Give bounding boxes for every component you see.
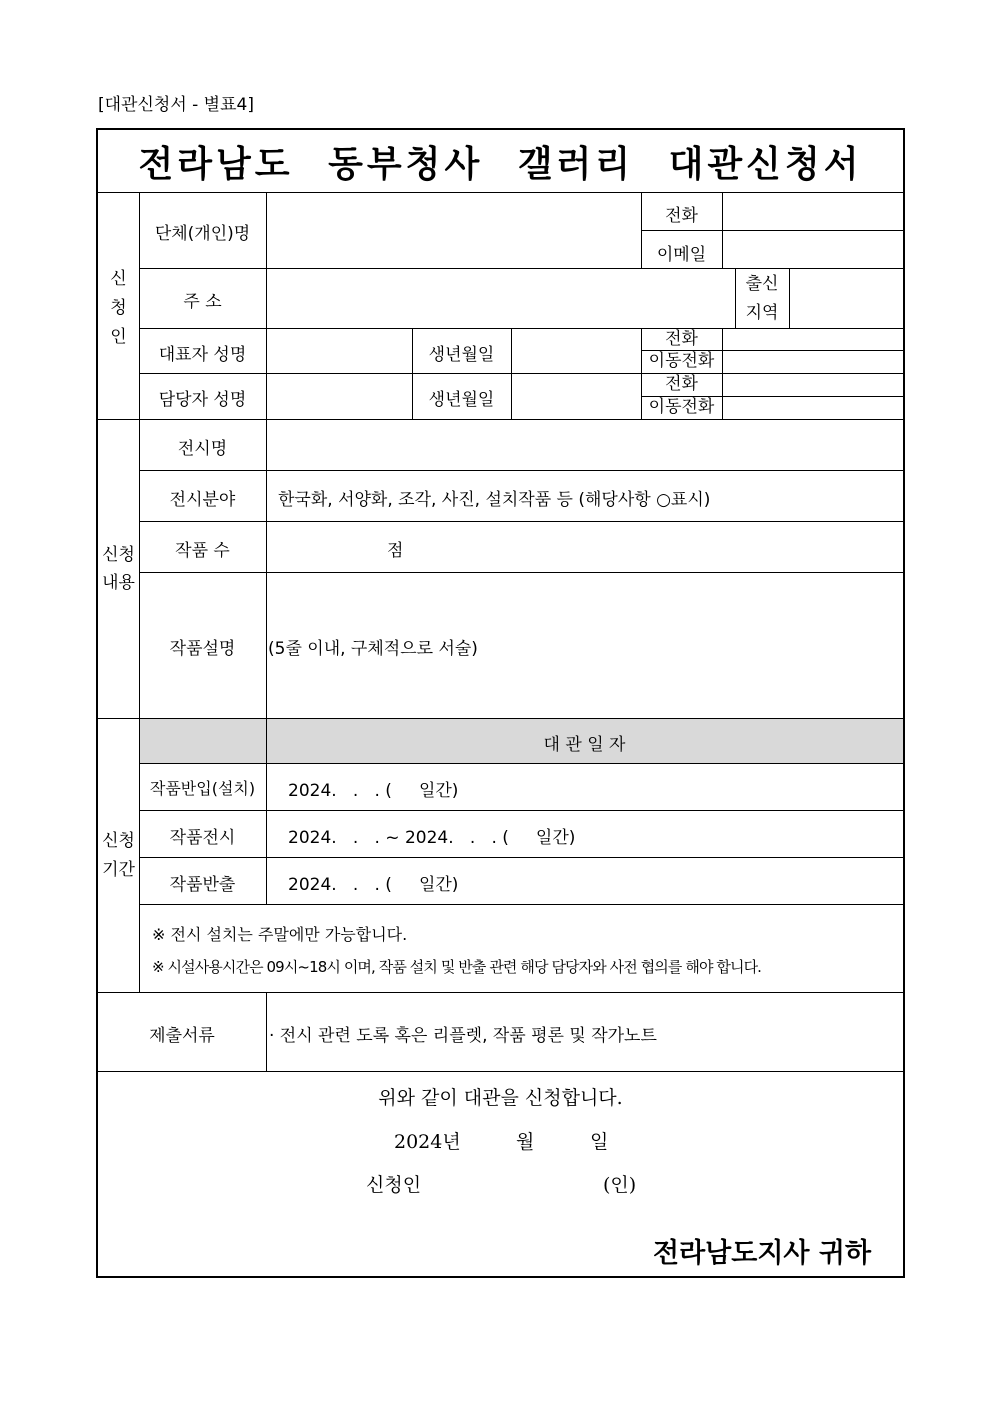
rep-birth-label: 생년월일 <box>428 345 495 365</box>
divider <box>266 192 267 419</box>
date-day: 일 <box>590 1131 609 1153</box>
divider <box>722 192 723 268</box>
divider <box>139 904 903 905</box>
divider <box>139 572 903 573</box>
rep-phone-label: 전화 <box>665 329 698 349</box>
period-section-label: 신청 기간 <box>102 831 135 880</box>
recipient: 전라남도지사 귀하 <box>653 1238 872 1269</box>
manager-name-label: 담당자 성명 <box>158 390 247 410</box>
divider <box>722 328 723 419</box>
application-form <box>96 128 905 1278</box>
divider <box>98 1071 903 1072</box>
exhibit-field-label: 전시분야 <box>169 490 236 510</box>
date-header: 대 관 일 자 <box>543 735 626 755</box>
phone-label: 전화 <box>665 206 698 226</box>
divider <box>641 230 903 231</box>
artwork-desc-label: 작품설명 <box>169 639 236 659</box>
exhibit-name-label: 전시명 <box>177 439 228 459</box>
divider <box>139 857 903 858</box>
removal-label: 작품반출 <box>169 875 236 895</box>
divider <box>139 328 903 329</box>
date-month: 월 <box>516 1131 535 1153</box>
divider <box>266 992 267 1071</box>
org-name-label: 단체(개인)명 <box>154 224 251 244</box>
divider <box>139 470 903 471</box>
notice-install-weekend: ※ 전시 설치는 주말에만 가능합니다. <box>152 925 408 944</box>
divider <box>789 268 790 328</box>
install-label: 작품반입(설치) <box>149 779 256 798</box>
artwork-desc-value: (5줄 이내, 구체적으로 서술) <box>268 639 478 659</box>
divider <box>98 419 903 420</box>
email-label: 이메일 <box>656 245 707 265</box>
divider <box>511 328 512 419</box>
form-title: 전라남도 동부청사 갤러리 대관신청서 <box>138 143 863 185</box>
application-statement: 위와 같이 대관을 신청합니다. <box>378 1087 623 1109</box>
manager-mobile-label: 이동전화 <box>648 397 715 417</box>
install-value: 2024. . . ( 일간) <box>288 781 459 801</box>
form-caption: [대관신청서 - 별표4] <box>98 95 254 115</box>
address-label: 주 소 <box>183 292 222 312</box>
applicant-sign-label: 신청인 <box>366 1174 422 1196</box>
content-section-label: 신청 내용 <box>102 545 135 593</box>
divider <box>139 763 903 764</box>
rep-name-label: 대표자 성명 <box>158 345 247 365</box>
origin-region-label: 출신 지역 <box>745 274 779 323</box>
divider <box>98 192 903 193</box>
notice-usage-hours: ※ 시설사용시간은 09시~18시 이며, 작품 설치 및 반출 관련 해당 담당자와 사전 협의를 해야 합니다. <box>152 958 762 976</box>
divider <box>139 521 903 522</box>
divider <box>139 810 903 811</box>
artwork-count-label: 작품 수 <box>175 541 230 561</box>
seal-mark: (인) <box>603 1174 637 1196</box>
exhibit-period-label: 작품전시 <box>169 828 236 848</box>
documents-label: 제출서류 <box>149 1026 215 1046</box>
artwork-count-unit: 점 <box>387 541 404 561</box>
exhibit-field-value: 한국화, 서양화, 조각, 사진, 설치작품 등 (해당사항 ○표시) <box>278 490 711 510</box>
divider <box>98 992 903 993</box>
manager-birth-label: 생년월일 <box>428 390 495 410</box>
removal-value: 2024. . . ( 일간) <box>288 875 459 895</box>
date-year: 2024년 <box>394 1131 461 1153</box>
applicant-section-label: 신 청 인 <box>110 269 127 347</box>
divider <box>139 373 903 374</box>
manager-phone-label: 전화 <box>665 374 698 394</box>
divider <box>266 419 267 718</box>
rep-mobile-label: 이동전화 <box>648 351 715 371</box>
documents-value: · 전시 관련 도록 혹은 리플렛, 작품 평론 및 작가노트 <box>269 1026 657 1046</box>
exhibit-period-value: 2024. . . ~ 2024. . . ( 일간) <box>288 828 576 848</box>
